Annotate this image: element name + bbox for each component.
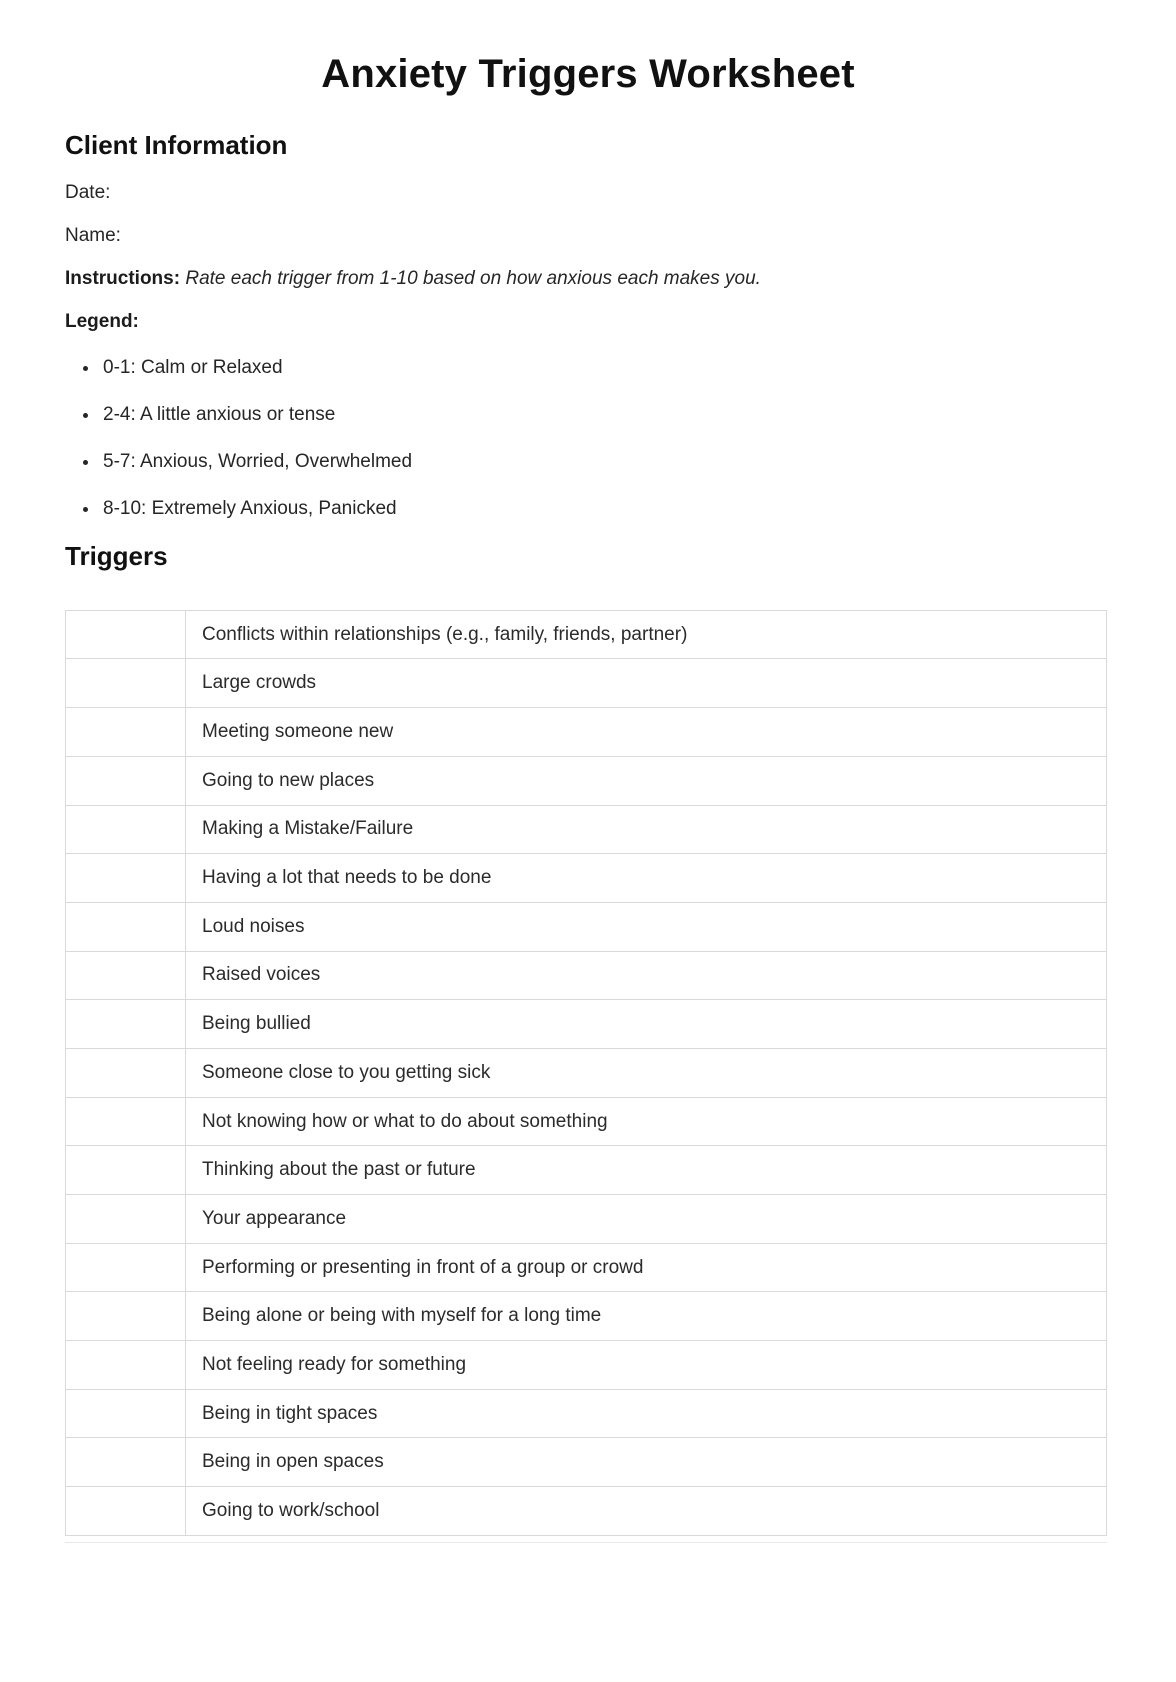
date-label: Date: xyxy=(65,181,111,203)
trigger-cell: Being alone or being with myself for a long time xyxy=(186,1292,1107,1341)
rating-cell[interactable] xyxy=(66,659,186,708)
rating-cell[interactable] xyxy=(66,1487,186,1536)
rating-cell[interactable] xyxy=(66,1195,186,1244)
rating-cell[interactable] xyxy=(66,1438,186,1487)
rating-cell[interactable] xyxy=(66,708,186,757)
trigger-cell: Thinking about the past or future xyxy=(186,1146,1107,1195)
rating-cell[interactable] xyxy=(66,610,186,659)
trigger-cell: Meeting someone new xyxy=(186,708,1107,757)
legend-label: Legend: xyxy=(65,310,139,332)
table-row xyxy=(66,659,1107,708)
legend-item: • 8-10: Extremely Anxious, Panicked xyxy=(100,498,1111,520)
table-row xyxy=(66,1438,1107,1487)
rating-cell[interactable] xyxy=(66,1243,186,1292)
legend-item: • 2-4: A little anxious or tense xyxy=(100,404,1111,426)
instructions-line xyxy=(65,268,1111,290)
rating-cell[interactable] xyxy=(66,854,186,903)
table-row xyxy=(66,756,1107,805)
document-page xyxy=(0,52,1176,1682)
table-row xyxy=(66,1097,1107,1146)
trigger-cell: Being in tight spaces xyxy=(186,1389,1107,1438)
rating-cell[interactable] xyxy=(66,1341,186,1390)
name-line xyxy=(65,225,1111,247)
trigger-cell: Not feeling ready for something xyxy=(186,1341,1107,1390)
instructions-label: Instructions: xyxy=(65,267,181,289)
trigger-cell: Going to work/school xyxy=(186,1487,1107,1536)
rating-cell[interactable] xyxy=(66,1097,186,1146)
trigger-cell: Being in open spaces xyxy=(186,1438,1107,1487)
rating-cell[interactable] xyxy=(66,1000,186,1049)
legend-item: • 5-7: Anxious, Worried, Overwhelmed xyxy=(100,451,1111,473)
table-row xyxy=(66,951,1107,1000)
table-row xyxy=(66,1292,1107,1341)
rating-cell[interactable] xyxy=(66,902,186,951)
name-label: Name: xyxy=(65,224,121,246)
table-row xyxy=(66,1000,1107,1049)
date-line xyxy=(65,182,1111,204)
table-row xyxy=(66,1195,1107,1244)
table-row xyxy=(66,1389,1107,1438)
page-title: Anxiety Triggers Worksheet xyxy=(321,52,855,96)
triggers-heading: Triggers xyxy=(65,540,168,571)
trigger-cell: Large crowds xyxy=(186,659,1107,708)
trigger-cell: Conflicts within relationships (e.g., family, friends, partner) xyxy=(186,610,1107,659)
table-row xyxy=(66,854,1107,903)
rating-cell[interactable] xyxy=(66,756,186,805)
trigger-cell: Having a lot that needs to be done xyxy=(186,854,1107,903)
table-row xyxy=(66,805,1107,854)
rating-cell[interactable] xyxy=(66,1292,186,1341)
trigger-cell: Your appearance xyxy=(186,1195,1107,1244)
triggers-table xyxy=(65,610,1107,1536)
table-row xyxy=(66,1146,1107,1195)
trigger-cell: Making a Mistake/Failure xyxy=(186,805,1107,854)
table-row xyxy=(66,1048,1107,1097)
table-row xyxy=(66,902,1107,951)
rating-cell[interactable] xyxy=(66,1146,186,1195)
table-bottom-divider xyxy=(65,1542,1107,1543)
rating-cell[interactable] xyxy=(66,1048,186,1097)
rating-cell[interactable] xyxy=(66,951,186,1000)
trigger-cell: Loud noises xyxy=(186,902,1107,951)
rating-cell[interactable] xyxy=(66,1389,186,1438)
table-row xyxy=(66,1341,1107,1390)
legend-line xyxy=(65,311,1111,333)
rating-cell[interactable] xyxy=(66,805,186,854)
table-row xyxy=(66,610,1107,659)
legend-list xyxy=(65,357,1111,520)
trigger-cell: Someone close to you getting sick xyxy=(186,1048,1107,1097)
trigger-cell: Raised voices xyxy=(186,951,1107,1000)
trigger-cell: Performing or presenting in front of a group or crowd xyxy=(186,1243,1107,1292)
trigger-cell: Going to new places xyxy=(186,756,1107,805)
table-row xyxy=(66,1243,1107,1292)
trigger-cell: Not knowing how or what to do about something xyxy=(186,1097,1107,1146)
table-row xyxy=(66,1487,1107,1536)
client-information-heading: Client Information xyxy=(65,130,288,160)
table-row xyxy=(66,708,1107,757)
legend-item: • 0-1: Calm or Relaxed xyxy=(100,357,1111,379)
trigger-cell: Being bullied xyxy=(186,1000,1107,1049)
instructions-text: Rate each trigger from 1-10 based on how anxious each makes you. xyxy=(180,267,761,289)
